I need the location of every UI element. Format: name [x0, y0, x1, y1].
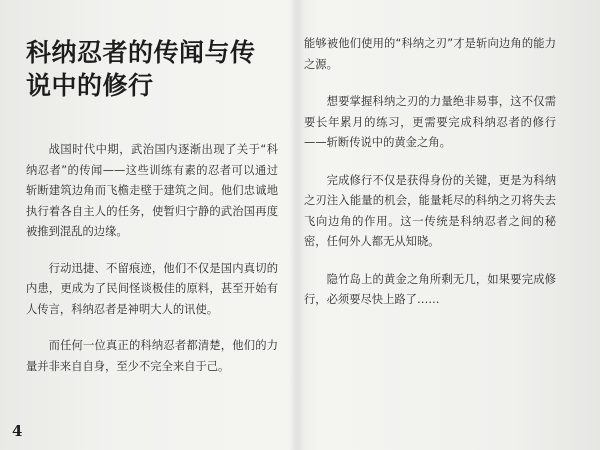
paragraph-2: 行动迅捷、不留痕迹，他们不仅是国内真切的内患，更成为了民间怪谈极佳的原料，甚至开始有人传言，科纳忍者是神明大人的讯使。: [26, 261, 278, 316]
paragraph-6: 隐竹岛上的黄金之角所剩无几，如果要完成修行，必须要尽快上路了……: [304, 272, 556, 306]
paragraph-3: 而任何一位真正的科纳忍者都清楚，他们的力量并非来自自身，至少不完全来自于己。: [26, 339, 278, 373]
article-title: 科纳忍者的传闻与传说中的修行: [26, 38, 256, 100]
page-number: 4: [12, 422, 23, 440]
paragraph-4: 想要掌握科纳之刃的力量绝非易事，这不仅需要长年累月的练习，更需要完成科纳忍者的修行——斩断传说中的黄金之角。: [304, 95, 556, 149]
paragraph-1: 战国时代中期，武治国内逐渐出现了关于“科纳忍者”的传闻——这些训练有素的忍者可以通过斩断建筑边角而飞檐走壁于建筑之间。他们忠诚地执行着各自主人的任务，使暂归宁静的武治国再度被推到混乱的边缘。: [26, 143, 278, 238]
paragraph-continuation: 能够被他们使用的“科纳之刃”才是斩向边角的能力之源。: [304, 37, 556, 71]
right-column: [304, 34, 556, 328]
left-column: [26, 36, 278, 393]
page-gutter: [290, 0, 304, 450]
paragraph-5: 完成修行不仅是获得身份的关键，更是为科纳之刃注入能量的机会，能量耗尽的科纳之刃将失去飞向边角的作用。这一传统是科纳忍者之间的秘密，任何外人都无从知晓。: [304, 173, 556, 248]
